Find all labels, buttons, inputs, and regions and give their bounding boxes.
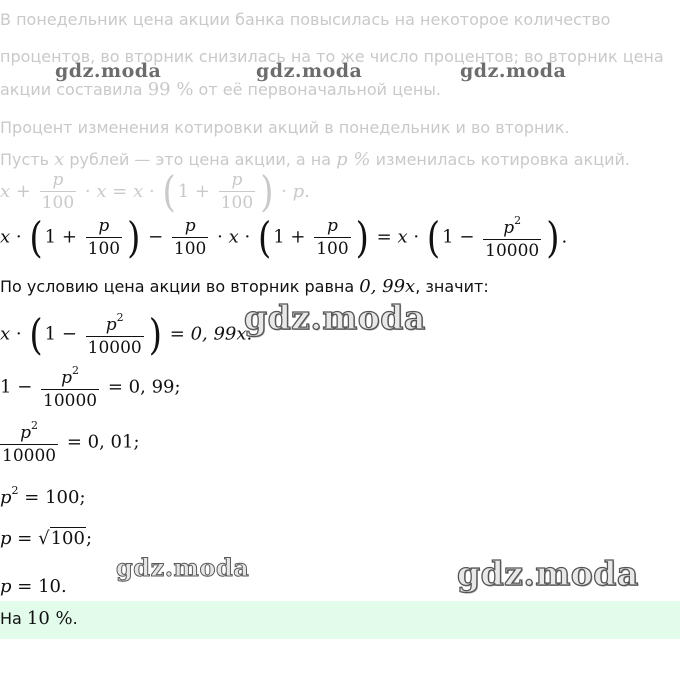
sqrt-expression: √100 xyxy=(38,528,85,549)
answer-value: 10 % xyxy=(26,608,73,629)
equation-4: 1 − $\frac{p^2}{10000}$ = 0, 99; xyxy=(0,364,181,411)
percent-value: 99 % xyxy=(147,79,194,100)
equation-7: p = √100; xyxy=(0,528,93,549)
condition-tail: , значит: xyxy=(415,277,489,296)
answer-line xyxy=(0,608,78,629)
condition-value: 0, 99x xyxy=(359,276,416,297)
equation-1: x + $\frac{p}{100}$ · x = x · ( 1 + $\frac{p}{100}$ ) · p. xyxy=(0,167,310,217)
problem-line-3-text: акции составила xyxy=(0,80,148,99)
watermark-3: gdz.moda xyxy=(460,60,567,82)
answer-tail: . xyxy=(72,609,78,628)
problem-line-1: В понедельник цена акции банка повысилась на некоторое количество xyxy=(0,10,611,29)
fraction-p-100: $\frac{p}{100}$ xyxy=(41,170,75,213)
var-p-percent: p % xyxy=(336,149,371,170)
watermark-1: gdz.moda xyxy=(55,60,162,82)
watermark-2: gdz.moda xyxy=(256,60,363,82)
answer-highlight xyxy=(0,601,680,639)
problem-line-3-tail: от её первоначальной цены. xyxy=(193,80,441,99)
assumption-text-mid: рублей — это цена акции, а на xyxy=(64,150,337,169)
equation-3: x · ( 1 − $\frac{p^2}{10000}$ ) = 0, 99x. xyxy=(0,309,253,360)
var-x: x xyxy=(54,149,65,170)
equation-2: x · ( 1 + $\frac{p}{100}$ ) − $\frac{p}{100}$ · x · ( 1 + $\frac{p}{100}$ ) = x · ( 1 − $\frac{p^2}{10000}$ ) . xyxy=(0,212,568,263)
assumption-line xyxy=(0,150,630,170)
watermark-4: gdz.moda xyxy=(244,298,426,337)
problem-line-2: процентов, во вторник снизилась на то же число процентов; во вторник цена xyxy=(0,47,664,66)
problem-line-3 xyxy=(0,80,441,100)
equation-8: p = 10. xyxy=(0,576,67,597)
answer-text: На xyxy=(0,609,27,628)
watermark-6: gdz.moda xyxy=(457,554,639,593)
question-line: Процент изменения котировки акций в понедельник и во вторник. xyxy=(0,118,570,137)
equation-6: $p^2 = 100$; xyxy=(0,484,86,508)
condition-text: По условию цена акции во вторник равна xyxy=(0,277,360,296)
watermark-5: gdz.moda xyxy=(116,553,250,582)
condition-line xyxy=(0,277,489,297)
assumption-text-tail: изменилась котировка акций. xyxy=(370,150,630,169)
equation-5: $\frac{p^2}{10000}$ = 0, 01; xyxy=(2,419,140,466)
assumption-text: Пусть xyxy=(0,150,55,169)
